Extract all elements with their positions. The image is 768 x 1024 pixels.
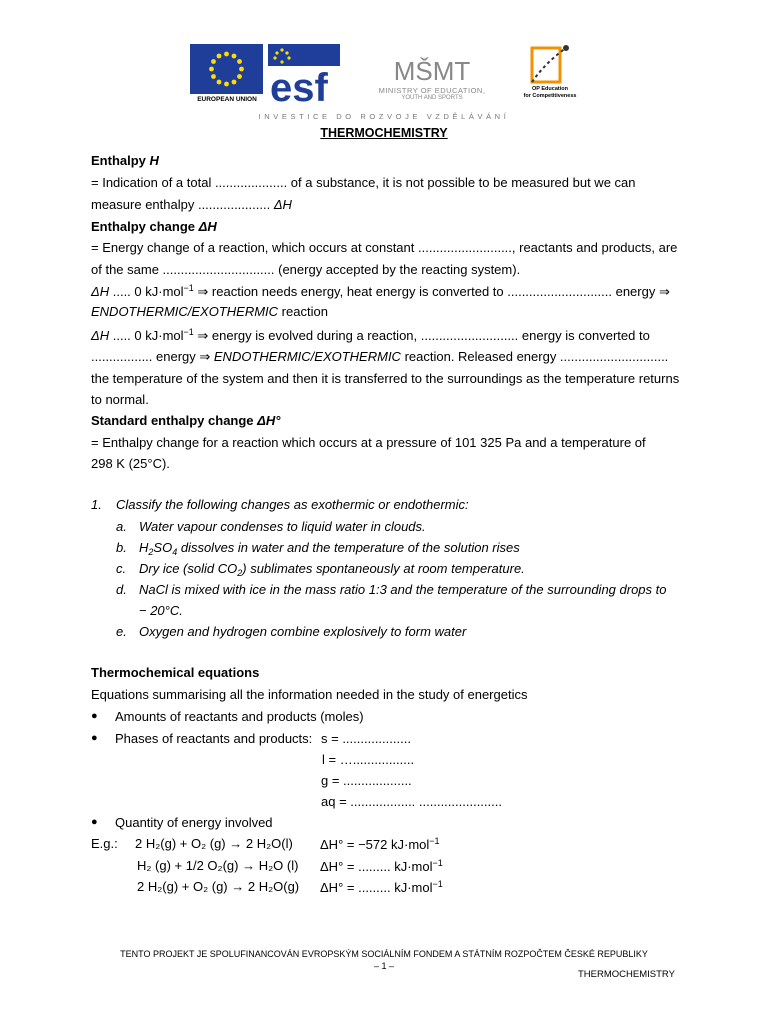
change-line5 <box>91 327 650 344</box>
msmt-line2: YOUTH AND SPORTS <box>401 95 463 101</box>
enthalpy-def-line2 <box>91 197 292 212</box>
change-line1: = Energy change of a reaction, which occurs at constant .........................., reactants and products, are <box>91 240 678 255</box>
msmt-line1: MINISTRY OF EDUCATION, <box>378 86 486 95</box>
change-l6-italic: ENDOTHERMIC/EXOTHERMIC <box>213 349 401 364</box>
exercise-c-text: Dry ice (solid CO <box>139 561 238 576</box>
change-l5-symbol: ΔH <box>91 328 110 343</box>
change-heading <box>91 219 217 234</box>
enthalpy-value-2 <box>320 858 443 874</box>
change-l5-exp: −1 <box>183 327 194 337</box>
equation-2: H₂ (g) + 1/2 O₂(g) → H₂O (l) <box>137 858 299 873</box>
enthalpy-heading <box>91 153 159 168</box>
thermo-heading: Thermochemical equations <box>91 665 260 680</box>
msmt-text: MŠMT <box>393 56 471 86</box>
change-l3-text: ..... 0 kJ·mol <box>109 284 184 299</box>
msmt-logo <box>393 44 471 92</box>
op-line2: for Competitiveness <box>523 93 577 99</box>
exercise-c-rest: ) sublimates spontaneously at room temperature. <box>242 561 525 576</box>
bullet-icon: ● <box>91 816 98 828</box>
exercise-b-sub4: 4 <box>172 547 178 557</box>
dh-value: ......... kJ·mol <box>358 880 433 895</box>
change-line7: the temperature of the system and then it is transferred to the surroundings as the temperature returns <box>91 371 680 386</box>
dh-label: ΔH° = <box>320 859 359 874</box>
running-footer-title: THERMOCHEMISTRY <box>578 969 675 980</box>
standard-line1: = Enthalpy change for a reaction which occurs at a pressure of 101 325 Pa and a temperature of <box>91 435 646 450</box>
phase-solid: s = ................... <box>321 731 411 746</box>
eu-label: EUROPEAN UNION <box>197 96 257 103</box>
exercise-d-line2: − 20°C. <box>139 603 183 618</box>
dh-exp: −1 <box>432 879 443 889</box>
exercise-b-rest: dissolves in water and the temperature of the solution rises <box>177 540 520 555</box>
exercise-b <box>139 540 520 557</box>
change-line2: of the same ............................... (energy accepted by the reacting system). <box>91 262 521 277</box>
exercise-prompt: Classify the following changes as exothermic or endothermic: <box>116 497 469 512</box>
dh-exp: −1 <box>432 858 443 868</box>
equation-3: 2 H₂(g) + O₂ (g) → 2 H₂O(g) <box>137 879 300 894</box>
page-number: – 1 – <box>373 961 395 971</box>
standard-symbol: ΔH° <box>257 413 281 428</box>
exercise-c-label: c. <box>116 561 127 576</box>
exercise-e-label: e. <box>116 624 127 639</box>
enthalpy-value-1 <box>320 836 440 852</box>
change-heading-text: Enthalpy change <box>91 219 199 234</box>
thermo-intro: Equations summarising all the information needed in the study of energetics <box>91 687 528 702</box>
bullet-icon: ● <box>91 732 98 744</box>
exercise-b-label: b. <box>116 540 127 555</box>
phase-aqueous: aq = .................. ....................... <box>321 794 502 809</box>
change-l3-exp: −1 <box>183 283 194 293</box>
change-line8: to normal. <box>91 392 149 407</box>
op-line1: OP Education <box>532 86 568 92</box>
exercise-b-h: H <box>139 540 149 555</box>
esf-logo <box>268 44 340 110</box>
phase-liquid: l = …................. <box>322 752 415 767</box>
thermo-bullet-phases: Phases of reactants and products: <box>115 731 313 746</box>
eu-flag-logo <box>190 44 263 94</box>
change-l4-text: reaction <box>278 304 328 319</box>
eg-label: E.g.: <box>91 836 118 851</box>
esf-text: esf <box>270 66 328 110</box>
standard-line2: 298 K (25°C). <box>91 456 170 471</box>
change-l5-rest: ⇒ energy is evolved during a reaction, ........................... energy is converted to <box>193 328 650 343</box>
equation-1: 2 H₂(g) + O₂ (g) → 2 H₂O(l) <box>135 836 293 851</box>
enthalpy-def-line1: = Indication of a total .................... of a substance, it is not possible to be measured but we can <box>91 175 636 190</box>
dh-label: ΔH° = <box>320 880 359 895</box>
dh-exp: −1 <box>429 836 440 846</box>
logo-bar <box>0 40 768 110</box>
thermo-bullet-amounts: Amounts of reactants and products (moles) <box>115 709 364 724</box>
enthalpy-value-3 <box>320 879 443 895</box>
change-line6 <box>91 349 668 365</box>
exercise-b-so: SO <box>153 540 173 555</box>
dh-label: ΔH° = <box>320 837 359 852</box>
exercise-c-sub: 2 <box>237 568 243 578</box>
exercise-d-line1: NaCl is mixed with ice in the mass ratio 1:3 and the temperature of the surrounding drops to <box>139 582 667 597</box>
page-title: THERMOCHEMISTRY <box>320 126 448 140</box>
exercise-c <box>139 561 525 578</box>
footer-funding: TENTO PROJEKT JE SPOLUFINANCOVÁN EVROPSKÝM SOCIÁLNÍM FONDEM A STÁTNÍM ROZPOČTEM ČESKÉ REPUBLIKY <box>120 949 648 959</box>
bullet-icon: ● <box>91 710 98 722</box>
standard-heading <box>91 413 280 428</box>
op-logo <box>522 42 578 86</box>
enthalpy-def2-symbol: ΔH <box>273 197 292 212</box>
exercise-e: Oxygen and hydrogen combine explosively to form water <box>139 624 467 639</box>
change-l3-rest: ⇒ reaction needs energy, heat energy is converted to ............................. energy ⇒ <box>193 284 670 299</box>
change-l5-text: ..... 0 kJ·mol <box>109 328 184 343</box>
invest-tagline: INVESTICE DO ROZVOJE VZDĚLÁVÁNÍ <box>258 112 510 121</box>
phase-gas: g = ................... <box>321 773 412 788</box>
change-l6-text: ................. energy ⇒ <box>91 349 214 364</box>
exercise-a: Water vapour condenses to liquid water in clouds. <box>139 519 426 534</box>
change-l3-symbol: ΔH <box>91 284 110 299</box>
exercise-b-sub2: 2 <box>148 547 154 557</box>
change-l4-italic: ENDOTHERMIC/EXOTHERMIC <box>91 304 279 319</box>
dh-value: ......... kJ·mol <box>358 859 433 874</box>
change-line3 <box>91 283 670 300</box>
enthalpy-heading-text: Enthalpy <box>91 153 150 168</box>
enthalpy-symbol: H <box>149 153 159 168</box>
exercise-a-label: a. <box>116 519 127 534</box>
enthalpy-def2-text: measure enthalpy .................... <box>91 197 274 212</box>
standard-heading-text: Standard enthalpy change <box>91 413 258 428</box>
dh-value: −572 kJ·mol <box>358 837 430 852</box>
change-symbol: ΔH <box>198 219 217 234</box>
change-line4 <box>91 304 328 319</box>
thermo-bullet-energy: Quantity of energy involved <box>115 815 273 830</box>
exercise-number: 1. <box>91 497 102 512</box>
change-l6-rest: reaction. Released energy .............................. <box>400 349 669 364</box>
exercise-d-label: d. <box>116 582 127 597</box>
